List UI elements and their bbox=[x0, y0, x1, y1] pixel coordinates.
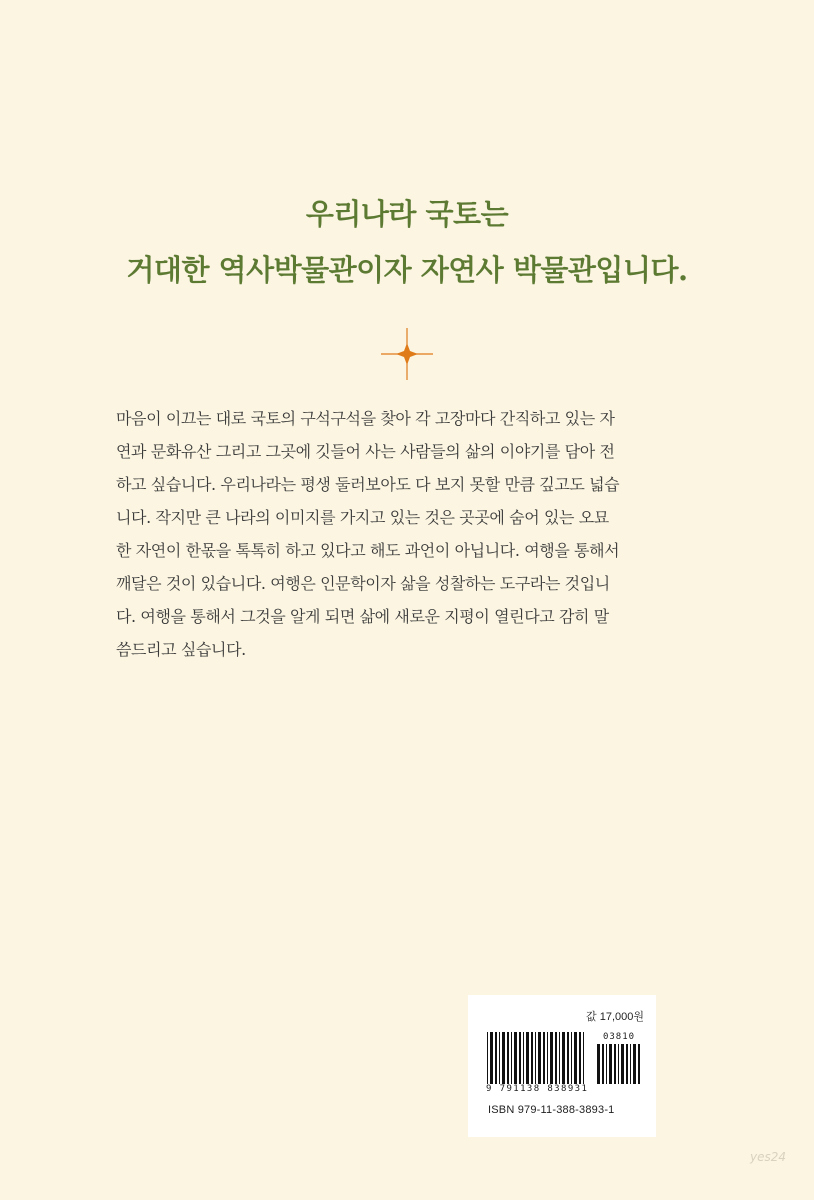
barcode-bar bbox=[543, 1032, 545, 1084]
barcode-bar bbox=[626, 1044, 628, 1084]
barcode-bar bbox=[621, 1044, 624, 1084]
headline-line-1: 우리나라 국토는 bbox=[305, 197, 509, 231]
barcode-bar bbox=[555, 1032, 557, 1084]
barcode-digits: 9 791138 838931 bbox=[486, 1084, 589, 1094]
barcode-bar bbox=[562, 1032, 565, 1084]
barcode-bar bbox=[630, 1044, 631, 1084]
barcode-bar bbox=[633, 1044, 636, 1084]
barcode-bar bbox=[571, 1032, 572, 1084]
barcode-bar bbox=[579, 1032, 581, 1084]
barcode-bar bbox=[523, 1032, 524, 1084]
body-line: 깨달은 것이 있습니다. 여행은 인문학이자 삶을 성찰하는 도구라는 것입니 bbox=[116, 574, 610, 593]
watermark-logo: yes24 bbox=[750, 1150, 787, 1164]
barcode-bar bbox=[490, 1032, 493, 1084]
barcode-bar bbox=[559, 1032, 560, 1084]
barcode-bar bbox=[538, 1032, 541, 1084]
barcode-bar bbox=[502, 1032, 505, 1084]
body-line: 한 자연이 한몫을 톡톡히 하고 있다고 해도 과언이 아닙니다. 여행을 통해서 bbox=[116, 541, 620, 560]
barcode-bar bbox=[511, 1032, 512, 1084]
barcode-bar bbox=[597, 1044, 600, 1084]
barcode-box bbox=[468, 995, 656, 1137]
barcode-bar bbox=[602, 1044, 604, 1084]
barcode-bar bbox=[526, 1032, 529, 1084]
barcode-bar bbox=[638, 1044, 640, 1084]
barcode-bar bbox=[495, 1032, 497, 1084]
headline-line-2: 거대한 역사박물관이자 자연사 박물관입니다. bbox=[126, 253, 688, 287]
barcode-bar bbox=[606, 1044, 607, 1084]
barcode-bar bbox=[499, 1032, 500, 1084]
barcode-bar bbox=[535, 1032, 536, 1084]
barcode-bar bbox=[531, 1032, 533, 1084]
body-line: 다. 여행을 통해서 그것을 알게 되면 삶에 새로운 지평이 열린다고 감히 말 bbox=[116, 607, 609, 626]
body-line: 하고 싶습니다. 우리나라는 평생 둘러보아도 다 보지 못할 만큼 깊고도 넓습 bbox=[116, 475, 620, 494]
price-label: 값 17,000원 bbox=[586, 1011, 644, 1023]
barcode-bar bbox=[514, 1032, 517, 1084]
barcode-bar bbox=[487, 1032, 488, 1084]
sparkle-star-icon bbox=[381, 328, 433, 380]
barcode-bar bbox=[507, 1032, 509, 1084]
barcode-bar bbox=[519, 1032, 521, 1084]
barcode-bar bbox=[583, 1032, 584, 1084]
addon-code: 03810 bbox=[602, 1032, 636, 1042]
barcode-bar bbox=[567, 1032, 569, 1084]
barcode-bar bbox=[618, 1044, 619, 1084]
barcode-bar bbox=[547, 1032, 548, 1084]
body-line: 연과 문화유산 그리고 그곳에 깃들어 사는 사람들의 삶의 이야기를 담아 전 bbox=[116, 442, 615, 461]
body-line: 마음이 이끄는 대로 국토의 구석구석을 찾아 각 고장마다 간직하고 있는 자 bbox=[116, 409, 615, 428]
body-line: 니다. 작지만 큰 나라의 이미지를 가지고 있는 것은 곳곳에 숨어 있는 오묘 bbox=[116, 508, 609, 527]
barcode-bar bbox=[550, 1032, 553, 1084]
isbn-label: ISBN 979-11-388-3893-1 bbox=[488, 1104, 615, 1116]
barcode-bar bbox=[574, 1032, 577, 1084]
barcode-bar bbox=[609, 1044, 612, 1084]
body-line: 씀드리고 싶습니다. bbox=[116, 640, 246, 659]
barcode-bar bbox=[614, 1044, 616, 1084]
body-paragraph bbox=[116, 402, 706, 666]
